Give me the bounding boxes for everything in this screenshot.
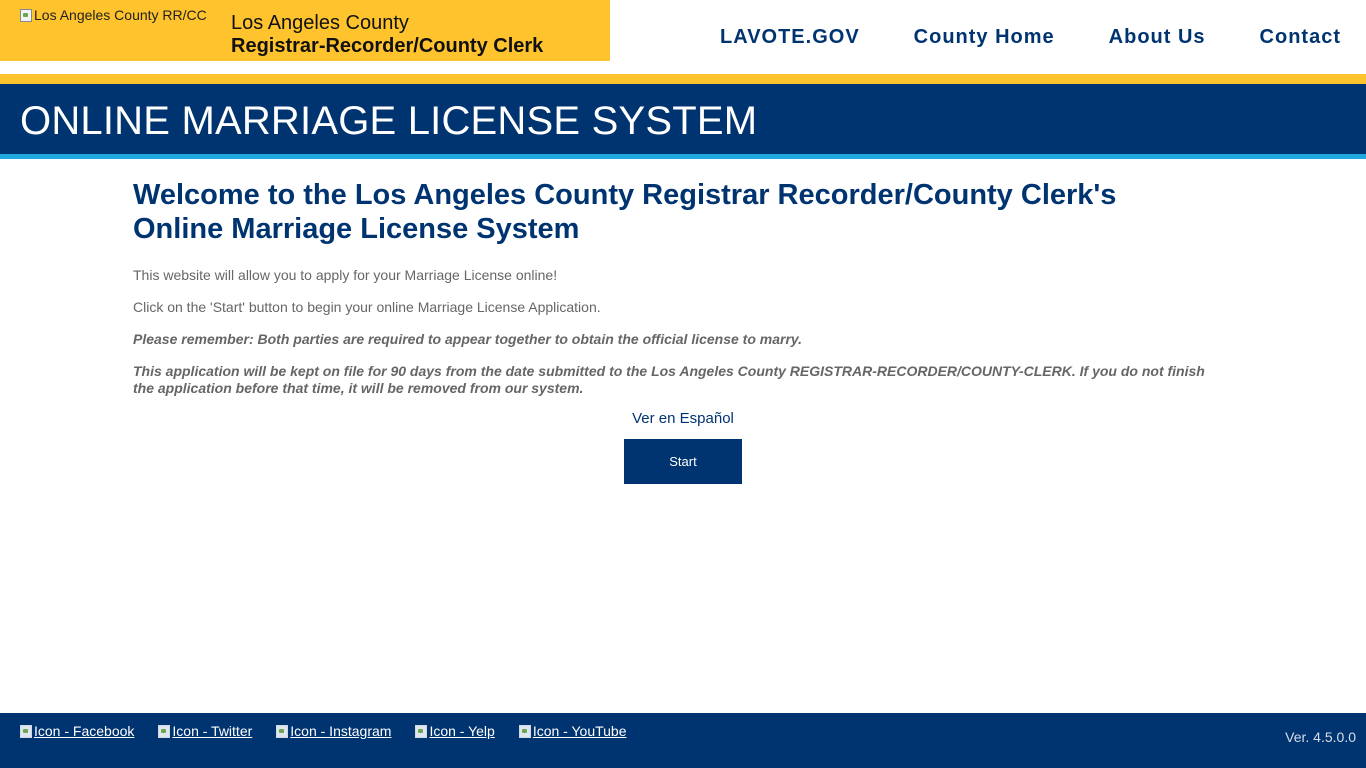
yelp-link[interactable]: [415, 723, 494, 739]
brand-name-line1: Los Angeles County: [231, 12, 409, 34]
instagram-link[interactable]: [276, 723, 391, 739]
welcome-heading: [133, 178, 1223, 246]
youtube-icon: [519, 725, 531, 738]
county-logo-image[interactable]: [20, 7, 207, 23]
social-links: [20, 723, 651, 739]
page-title: ONLINE MARRIAGE LICENSE SYSTEM: [20, 99, 758, 143]
twitter-link[interactable]: [158, 723, 252, 739]
youtube-label: Icon - YouTube: [532, 723, 627, 739]
welcome-content: [133, 178, 1223, 396]
yelp-icon: [415, 725, 427, 738]
gold-divider: [0, 74, 1366, 84]
nav-county-home[interactable]: County Home: [913, 26, 1055, 48]
youtube-link[interactable]: [519, 723, 627, 739]
twitter-label: Icon - Twitter: [172, 723, 253, 739]
intro-text: This website will allow you to apply for your Marriage License online!: [133, 267, 558, 283]
brand-block[interactable]: [0, 0, 610, 61]
welcome-heading-line2: Online Marriage License System: [133, 213, 580, 245]
welcome-heading-line1: Welcome to the Los Angeles County Registrar Recorder/County Clerk's: [133, 179, 1117, 211]
yelp-label: Icon - Yelp: [429, 723, 495, 739]
nav-about-us[interactable]: About Us: [1108, 26, 1206, 48]
start-instructions: Click on the 'Start' button to begin your online Marriage License Application.: [133, 299, 601, 315]
broken-image-icon: [20, 9, 32, 22]
site-header: [0, 0, 1366, 74]
instagram-icon: [276, 725, 288, 738]
twitter-icon: [158, 725, 170, 738]
logo-alt-text: Los Angeles County RR/CC: [34, 7, 207, 23]
retention-notice: This application will be kept on file for 90 days from the date submitted to the Los Angeles County REGISTRAR-RECORDER/COUNTY-CLERK. If you do not finish the application before that time, it will be removed from our system.: [133, 363, 1205, 396]
facebook-icon: [20, 725, 32, 738]
spanish-language-link[interactable]: Ver en Español: [632, 410, 734, 427]
appearance-reminder: Please remember: Both parties are required to appear together to obtain the official license to marry.: [133, 331, 803, 347]
blue-divider: [0, 154, 1366, 159]
nav-lavote[interactable]: LAVOTE.GOV: [720, 26, 860, 48]
top-nav: [666, 24, 1341, 50]
version-label: Ver. 4.5.0.0: [1285, 729, 1356, 745]
brand-name-line2: Registrar-Recorder/County Clerk: [231, 35, 544, 57]
nav-contact[interactable]: Contact: [1259, 26, 1341, 48]
facebook-label: Icon - Facebook: [34, 723, 135, 739]
page-banner: [0, 84, 1366, 154]
facebook-link[interactable]: [20, 723, 134, 739]
start-button[interactable]: Start: [624, 439, 742, 484]
instagram-label: Icon - Instagram: [290, 723, 392, 739]
site-footer: [0, 713, 1366, 768]
